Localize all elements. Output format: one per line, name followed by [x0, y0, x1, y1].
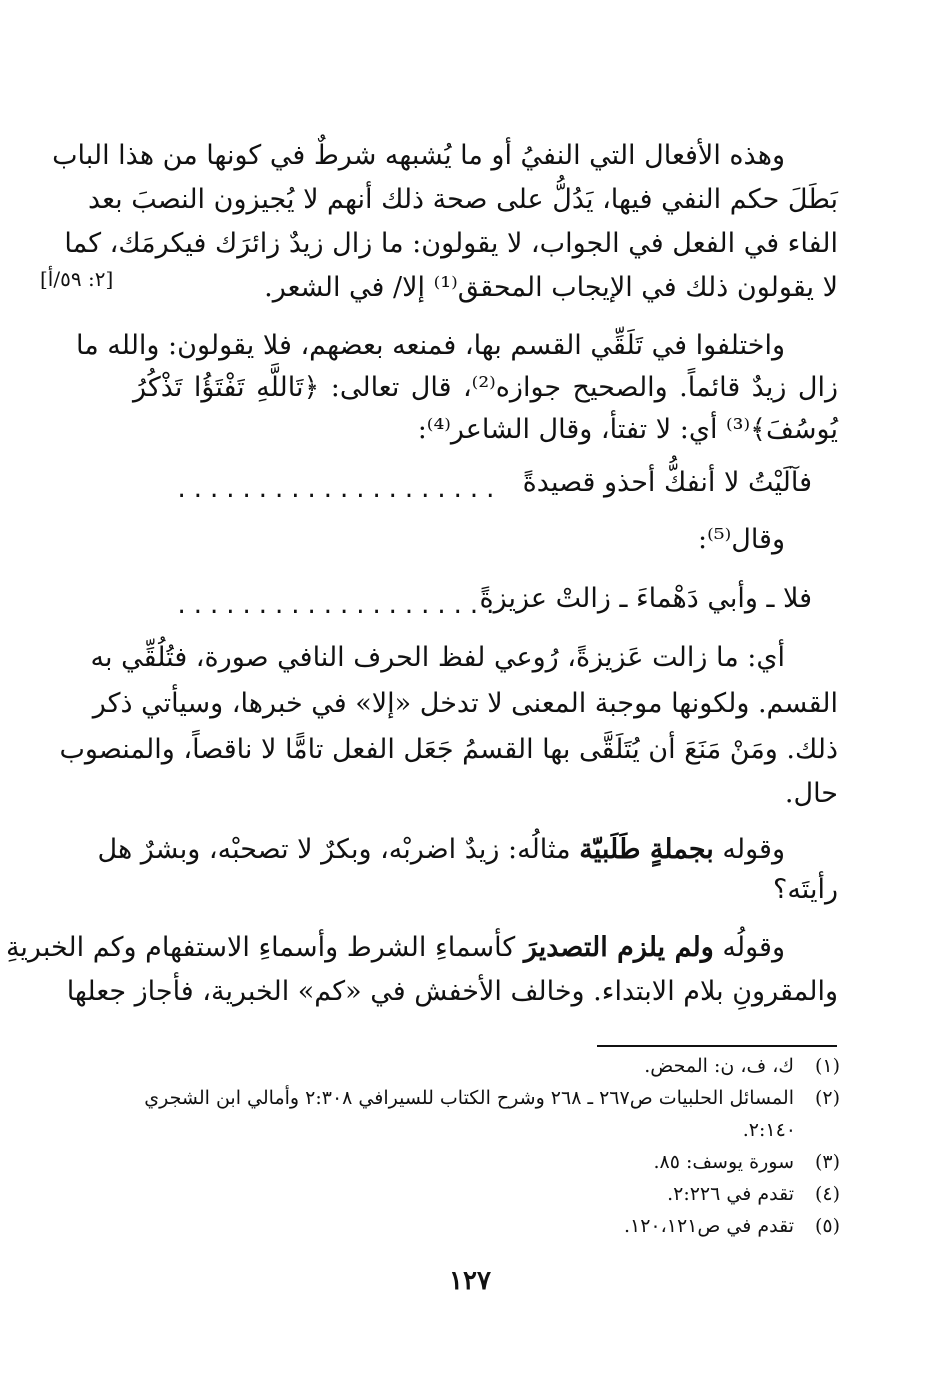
p6-line-1 [5, 928, 785, 968]
footnote-3-number: (٣) [814, 1151, 840, 1173]
footnote-3 [400, 1148, 840, 1176]
verse-2-dots: .................... [175, 594, 500, 619]
p6-line-2: والمقرونِ بلام الابتداء. وخالف الأخفش في «كم» الخبرية، فأجاز جعلها [66, 976, 838, 1007]
p2-line-3: يُوسُفَ﴾⁽³⁾ أي: لا تفتأ، وقال الشاعر⁽⁴⁾: [417, 414, 838, 445]
p4-line-2: القسم. ولكونها موجبة المعنى لا تدخل «إلا» في خبرها، وسيأتي ذكر [92, 688, 838, 719]
p5-line-1 [97, 830, 785, 870]
footnote-2-number: (٢) [814, 1087, 840, 1109]
footnote-4-number: (٤) [814, 1183, 840, 1205]
p6-post: كأسماءِ الشرط وأسماءِ الاستفهام وكم الخبريةِ [5, 932, 524, 963]
footnote-4 [400, 1180, 840, 1208]
footnote-2-text: المسائل الحلبيات ص٢٦٧ ـ ٢٦٨ وشرح الكتاب للسيرافي ٢:٣٠٨ وأمالي ابن الشجري [144, 1087, 794, 1109]
p3-line: وقال⁽⁵⁾: [698, 524, 785, 555]
page-number: ١٢٧ [449, 1266, 491, 1296]
p5-line-2: رأيتَه؟ [772, 874, 838, 905]
footnote-4-text: تقدم في ٢:٢٢٦. [667, 1183, 794, 1205]
p6-bold: ولم يلزم التصديرَ [523, 932, 714, 963]
footnote-5 [400, 1212, 840, 1240]
p4-line-3: ذلك. ومَنْ مَنَعَ أن يُتَلَقَّى بها القسمُ جَعَل الفعل تامًّا لا ناقصاً، والمنصوب [59, 734, 838, 765]
footnote-1-text: ك، ف، ن: المحض. [644, 1055, 794, 1077]
footnote-5-number: (٥) [814, 1215, 840, 1237]
footnote-1 [400, 1052, 840, 1080]
p6-pre: وقولُه [713, 932, 785, 963]
p1-line-3: الفاء في الفعل في الجواب، لا يقولون: ما زال زيدٌ زائرَك فيكرمَك، كما [64, 228, 838, 259]
p4-line-1: أي: ما زالت عَزيزةً، رُوعي لفظ الحرف النافي صورة، فتُلُقِّي به [90, 642, 785, 673]
p1-line-2: بَطَلَ حكم النفي فيها، يَدُلُّ على صحة ذلك أنهم لا يُجيزون النصبَ بعد [87, 184, 838, 215]
verse-1: فآلَيْتُ لا أنفكُّ أحذو قصيدةً [522, 467, 812, 498]
verse-2: فلا ـ وأبي دَهْماءَ ـ زالتْ عزيزةً [479, 583, 812, 614]
footnote-5-text: تقدم في ص١٢٠،١٢١. [623, 1215, 794, 1237]
p1-line-1: وهذه الأفعال التي النفيُ أو ما يُشبهه شرطٌ في كونها من هذا الباب [52, 140, 785, 171]
p4-line-4: حال. [784, 778, 838, 809]
footnote-2-continuation: ٢:١٤٠. [742, 1119, 796, 1141]
p5-bold: بجملةٍ طَلَبيّة [579, 834, 714, 865]
footnote-3-text: سورة يوسف: ٨٥. [653, 1151, 794, 1173]
p5-pre: وقوله [713, 834, 785, 865]
verse-1-dots: .................... [175, 478, 500, 503]
margin-reference: [٢: ٥٩/أ] [40, 267, 114, 291]
footnote-1-number: (١) [814, 1055, 840, 1077]
p5-post: مثالُه: زيدٌ اضربْه، وبكرٌ لا تصحبْه، وبشرٌ هل [97, 834, 580, 865]
footnote-2 [140, 1084, 840, 1112]
footnote-divider [597, 1045, 837, 1047]
p2-line-1: واختلفوا في تَلَقِّي القسم بها، فمنعه بعضهم، فلا يقولون: والله ما [76, 330, 785, 361]
p1-line-4: لا يقولون ذلك في الإيجاب المحقق⁽¹⁾ إلا/ في الشعر. [264, 272, 838, 303]
p2-line-2: زال زيدٌ قائماً. والصحيح جوازه⁽²⁾، قال تعالى: ﴿تَاللَّهِ تَفْتَؤُا تَذْكُرُ [133, 372, 838, 403]
